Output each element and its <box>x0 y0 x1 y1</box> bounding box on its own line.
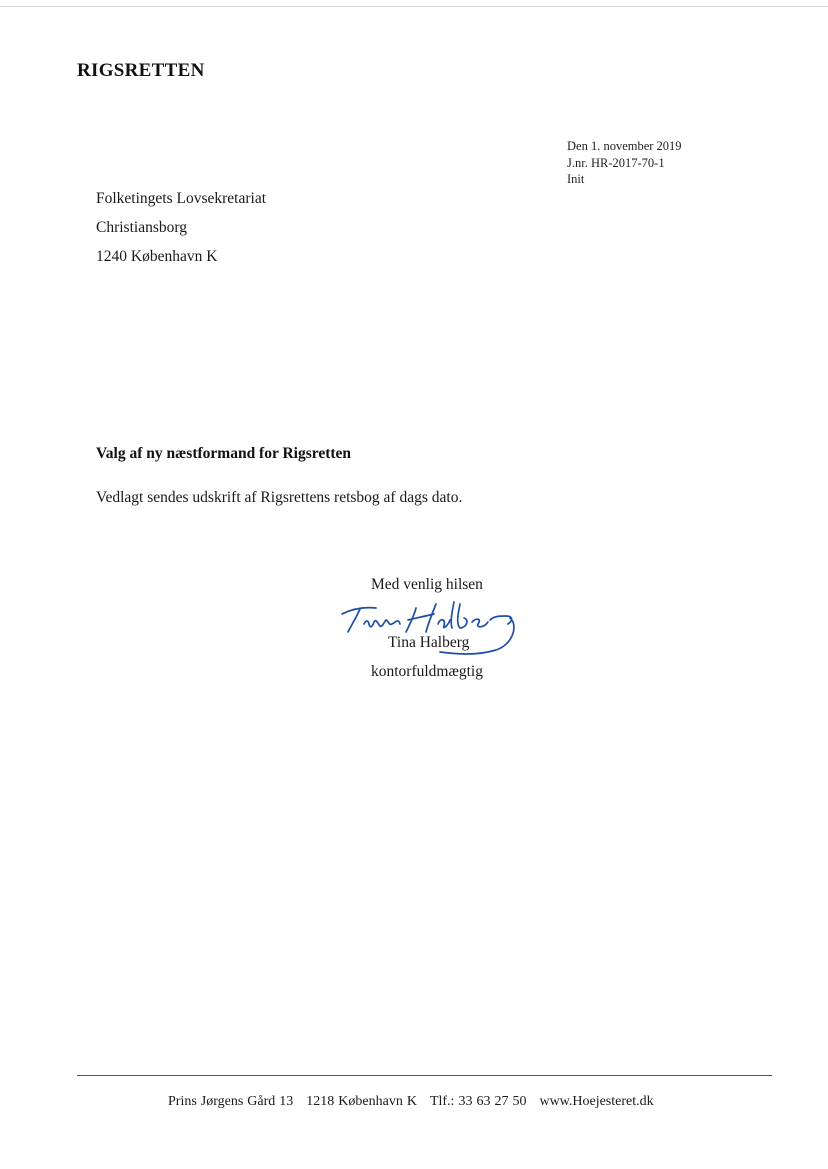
footer-contact <box>168 1094 654 1110</box>
closing-greeting: Med venlig hilsen <box>371 576 483 593</box>
recipient-line-1: Folketingets Lovsekretariat <box>96 190 267 207</box>
footer-website[interactable]: www.Hoejesteret.dk <box>539 1094 654 1109</box>
recipient-address <box>96 184 266 271</box>
footer-address: Prins Jørgens Gård 13 <box>168 1094 294 1109</box>
footer-city: 1218 København K <box>306 1094 417 1109</box>
handwritten-signature <box>336 594 526 664</box>
reference-block <box>567 138 682 188</box>
signer-name: Tina Halberg <box>388 634 470 651</box>
top-edge-rule <box>0 6 828 7</box>
body-paragraph: Vedlagt sendes udskrift af Rigsrettens retsbog af dags dato. <box>96 489 463 506</box>
footer-rule <box>77 1075 772 1076</box>
letterhead-title: RIGSRETTEN <box>77 60 205 81</box>
signer-title: kontorfuldmægtig <box>371 663 483 680</box>
journal-number: J.nr. HR-2017-70-1 <box>567 155 665 170</box>
recipient-line-2: Christiansborg <box>96 219 187 236</box>
initials-label: Init <box>567 172 585 186</box>
letter-date: Den 1. november 2019 <box>567 139 682 153</box>
footer-phone: Tlf.: 33 63 27 50 <box>429 1094 527 1109</box>
subject-line: Valg af ny næstformand for Rigsretten <box>96 445 352 462</box>
signature-text: Tina Halberg <box>336 594 342 595</box>
recipient-line-3: 1240 København K <box>96 248 218 265</box>
